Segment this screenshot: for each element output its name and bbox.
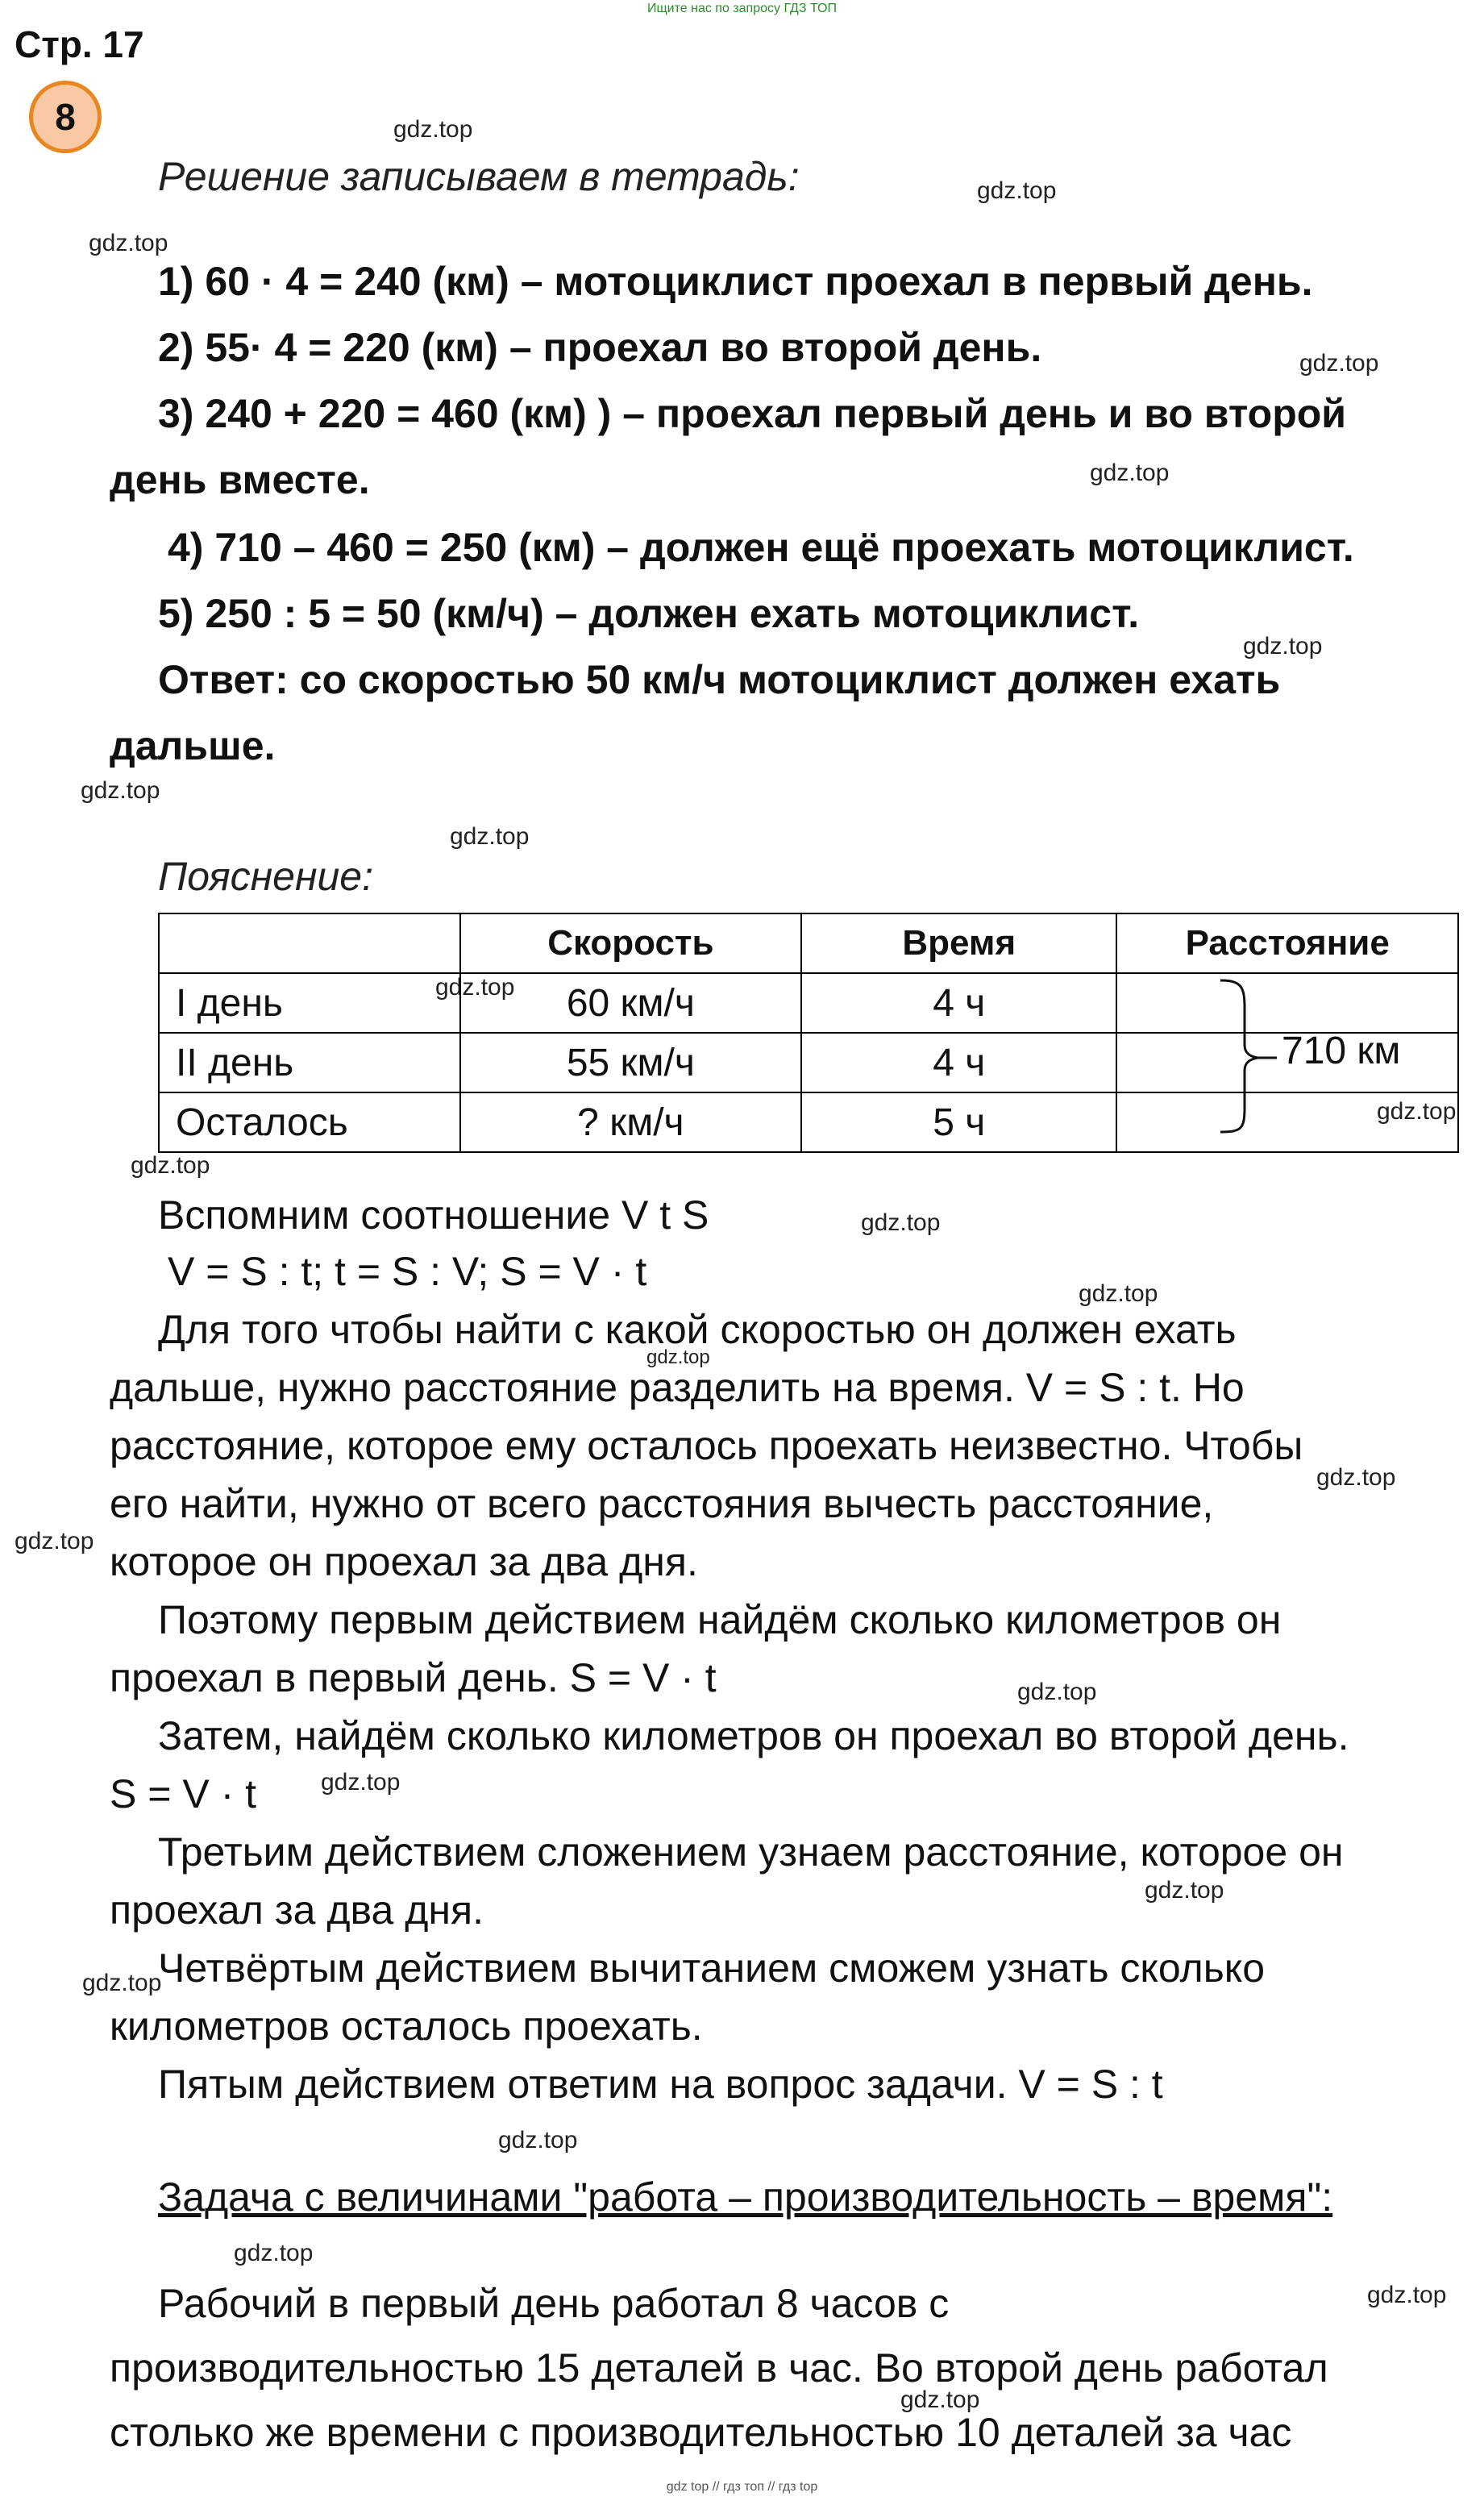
explanation-line: Для того чтобы найти с какой скоростью он должен ехать xyxy=(158,1307,1237,1352)
table-cell: 55 км/ч xyxy=(460,1033,801,1092)
table-cell: 60 км/ч xyxy=(460,973,801,1033)
solution-line: 2) 55· 4 = 220 (км) – проехал во второй день. xyxy=(158,325,1042,370)
watermark: gdz.top xyxy=(1377,1098,1457,1125)
table-cell: 5 ч xyxy=(801,1092,1116,1152)
watermark: gdz.top xyxy=(321,1769,401,1796)
table-cell: Осталось xyxy=(159,1092,460,1152)
explanation-line: его найти, нужно от всего расстояния вычесть расстояние, xyxy=(110,1481,1214,1526)
total-distance: 710 км xyxy=(1282,1030,1401,1072)
watermark: gdz.top xyxy=(646,1346,710,1368)
watermark: gdz.top xyxy=(1367,2282,1447,2308)
task-line: производительностью 15 деталей в час. Во второй день работал xyxy=(110,2345,1328,2391)
explanation-line: Вспомним соотношение V t S xyxy=(158,1192,709,1238)
table-header-cell: Время xyxy=(801,913,1116,973)
explanation-line: Третьим действием сложением узнаем расстояние, которое он xyxy=(158,1829,1344,1875)
watermark: gdz.top xyxy=(1145,1877,1224,1904)
task-heading: Задача с величинами "работа – производительность – время": xyxy=(158,2174,1333,2220)
solution-line: 5) 250 : 5 = 50 (км/ч) – должен ехать мотоциклист. xyxy=(158,591,1140,636)
answer-line: дальше. xyxy=(110,723,276,768)
watermark: gdz.top xyxy=(1299,350,1379,377)
watermark: gdz.top xyxy=(450,823,530,850)
table-cell xyxy=(1116,1092,1458,1152)
explanation-line: расстояние, которое ему осталось проехать неизвестно. Чтобы xyxy=(110,1423,1303,1468)
explanation-title: Пояснение: xyxy=(158,854,373,899)
table-cell xyxy=(1116,973,1458,1033)
watermark: gdz.top xyxy=(1243,633,1323,660)
table-cell: II день xyxy=(159,1033,460,1092)
table-header-row xyxy=(159,913,1458,973)
table-cell: 4 ч xyxy=(801,1033,1116,1092)
explanation-line: Четвёртым действием вычитанием сможем узнать сколько xyxy=(158,1945,1266,1991)
table-cell: 4 ч xyxy=(801,973,1116,1033)
formula-line: S = V · t xyxy=(110,1771,257,1816)
watermark: gdz.top xyxy=(82,1970,162,1996)
explanation-line: Поэтому первым действием найдём сколько километров он xyxy=(158,1597,1282,1642)
watermark: gdz.top xyxy=(1079,1280,1158,1307)
watermark: gdz.top xyxy=(498,2127,578,2153)
explanation-line: Затем, найдём сколько километров он проехал во второй день. xyxy=(158,1713,1349,1758)
task-number: 8 xyxy=(55,96,76,138)
explanation-line: которое он проехал за два дня. xyxy=(110,1539,698,1584)
intro-text: Решение записываем в тетрадь: xyxy=(158,154,800,199)
watermark: gdz.top xyxy=(435,974,515,1001)
page-title: Стр. 17 xyxy=(15,23,144,65)
solution-line: 4) 710 – 460 = 250 (км) – должен ещё проехать мотоциклист. xyxy=(168,525,1354,570)
task-line: столько же времени с производительностью 10 деталей за час xyxy=(110,2410,1292,2455)
formula-line: V = S : t; t = S : V; S = V · t xyxy=(168,1249,647,1294)
watermark: gdz.top xyxy=(15,1528,94,1554)
solution-line: 3) 240 + 220 = 460 (км) ) – проехал первый день и во второй xyxy=(158,391,1347,436)
watermark: gdz.top xyxy=(131,1152,210,1179)
answer-line: Ответ: со скоростью 50 км/ч мотоциклист должен ехать xyxy=(158,657,1281,702)
watermark: gdz.top xyxy=(1090,460,1170,486)
watermark: gdz.top xyxy=(1017,1679,1097,1705)
explanation-line: километров осталось проехать. xyxy=(110,2004,703,2049)
solution-line: день вместе. xyxy=(110,457,370,502)
watermark: gdz.top xyxy=(1316,1464,1396,1491)
explanation-line: проехал в первый день. S = V · t xyxy=(110,1655,717,1700)
table-header-cell xyxy=(159,913,460,973)
explanation-line: дальше, нужно расстояние разделить на время. V = S : t. Но xyxy=(110,1365,1245,1410)
footer-links[interactable]: gdz top // гдз топ // гдз top xyxy=(666,2480,818,2494)
curly-brace-icon xyxy=(1209,976,1282,1137)
task-number-badge xyxy=(29,81,102,153)
watermark: gdz.top xyxy=(900,2386,980,2413)
watermark: gdz.top xyxy=(89,230,168,256)
watermark: gdz.top xyxy=(234,2240,314,2266)
solution-line: 1) 60 · 4 = 240 (км) – мотоциклист проехал в первый день. xyxy=(158,259,1313,304)
watermark: gdz.top xyxy=(393,116,473,143)
watermark: gdz.top xyxy=(977,177,1057,204)
explanation-line: Пятым действием ответим на вопрос задачи. V = S : t xyxy=(158,2062,1163,2107)
task-line: Рабочий в первый день работал 8 часов с xyxy=(158,2281,950,2326)
explanation-line: проехал за два дня. xyxy=(110,1887,484,1933)
watermark: gdz.top xyxy=(81,777,160,804)
table-cell: I день xyxy=(159,973,460,1033)
table-header-cell: Расстояние xyxy=(1116,913,1458,973)
table-cell: ? км/ч xyxy=(460,1092,801,1152)
top-banner[interactable]: Ищите нас по запросу ГДЗ ТОП xyxy=(647,2,837,15)
table-header-cell: Скорость xyxy=(460,913,801,973)
watermark: gdz.top xyxy=(861,1209,941,1236)
